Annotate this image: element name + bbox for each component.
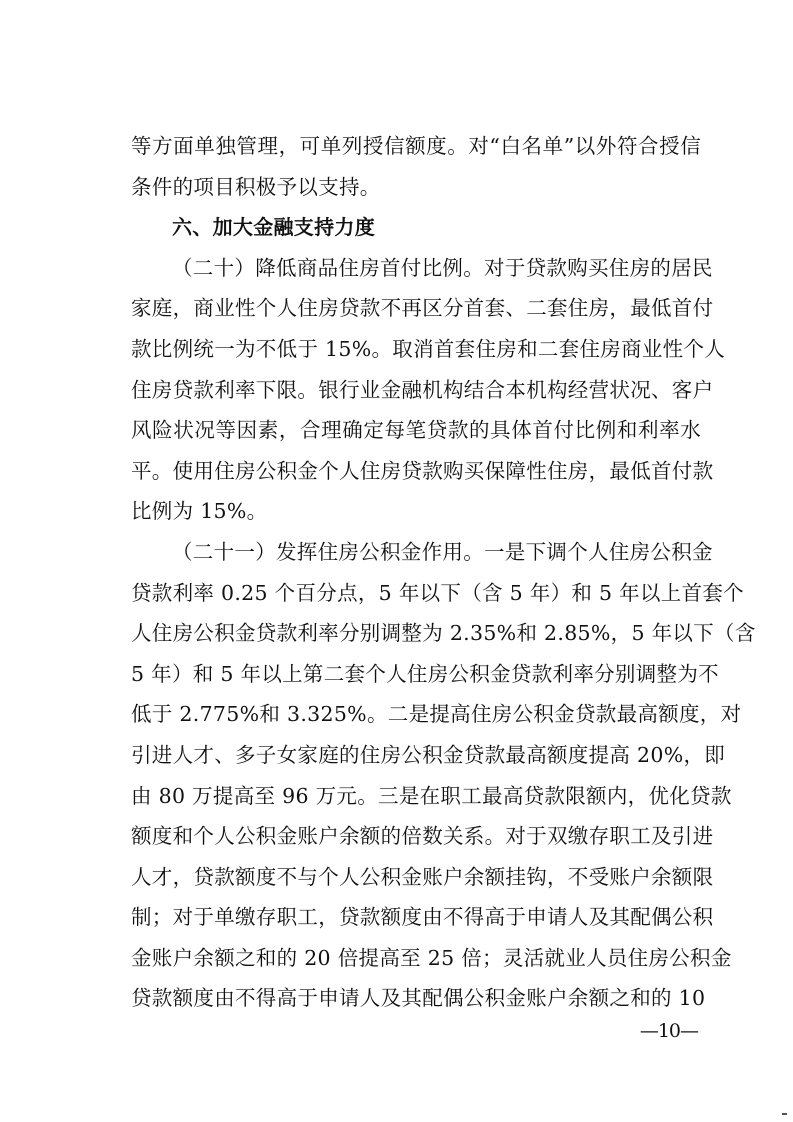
- text-line: 贷款额度由不得高于申请人及其配偶公积金账户余额之和的 10: [131, 986, 706, 1011]
- text-line: 由 80 万提高至 96 万元。三是在职工最高贷款限额内，优化贷款: [131, 783, 732, 808]
- text-line: 平。使用住房公积金个人住房贷款购买保障性住房，最低首付款: [131, 458, 714, 483]
- text-line: 款比例统一为不低于 15%。取消首套住房和二套住房商业性个人: [131, 336, 726, 361]
- scan-mark: [782, 1113, 787, 1115]
- text-line: 低于 2.775%和 3.325%。二是提高住房公积金贷款最高额度，对: [131, 702, 742, 727]
- text-line: 制；对于单缴存职工，贷款额度由不得高于申请人及其配偶公积: [131, 905, 714, 930]
- text-line: 风险状况等因素，合理确定每笔贷款的具体首付比例和利率水: [131, 418, 701, 443]
- page-number: —10—: [639, 1020, 698, 1042]
- text-line: 贷款利率 0.25 个百分点，5 年以下（含 5 年）和 5 年以上首套个: [131, 580, 744, 605]
- text-line: 家庭，商业性个人住房贷款不再区分首套、二套住房，最低首付: [131, 296, 714, 321]
- body-text: [131, 126, 756, 1019]
- text-line: 条件的项目积极予以支持。: [131, 174, 381, 199]
- text-line: 比例为 15%。: [131, 499, 268, 524]
- text-line: 5 年）和 5 年以上第二套个人住房公积金贷款利率分别调整为不: [131, 661, 719, 686]
- text-line: 引进人才、多子女家庭的住房公积金贷款最高额度提高 20%，即: [131, 742, 726, 767]
- paragraph-start: （二十一）发挥住房公积金作用。一是下调个人住房公积金: [172, 539, 713, 564]
- section-heading: 六、加大金融支持力度: [172, 215, 375, 240]
- text-line: 金账户余额之和的 20 倍提高至 25 倍；灵活就业人员住房公积金: [131, 945, 732, 970]
- text-line: 等方面单独管理，可单列授信额度。对“白名单”以外符合授信: [131, 134, 701, 158]
- text-line: 住房贷款利率下限。银行业金融机构结合本机构经营状况、客户: [131, 377, 714, 402]
- text-line: 额度和个人公积金账户余额的倍数关系。对于双缴存职工及引进: [131, 824, 714, 849]
- paragraph-start: （二十）降低商品住房首付比例。对于贷款购买住房的居民: [172, 255, 713, 280]
- text-line: 人才，贷款额度不与个人公积金账户余额挂钩，不受账户余额限: [131, 864, 714, 889]
- text-line: 人住房公积金贷款利率分别调整为 2.35%和 2.85%，5 年以下（含: [131, 621, 756, 646]
